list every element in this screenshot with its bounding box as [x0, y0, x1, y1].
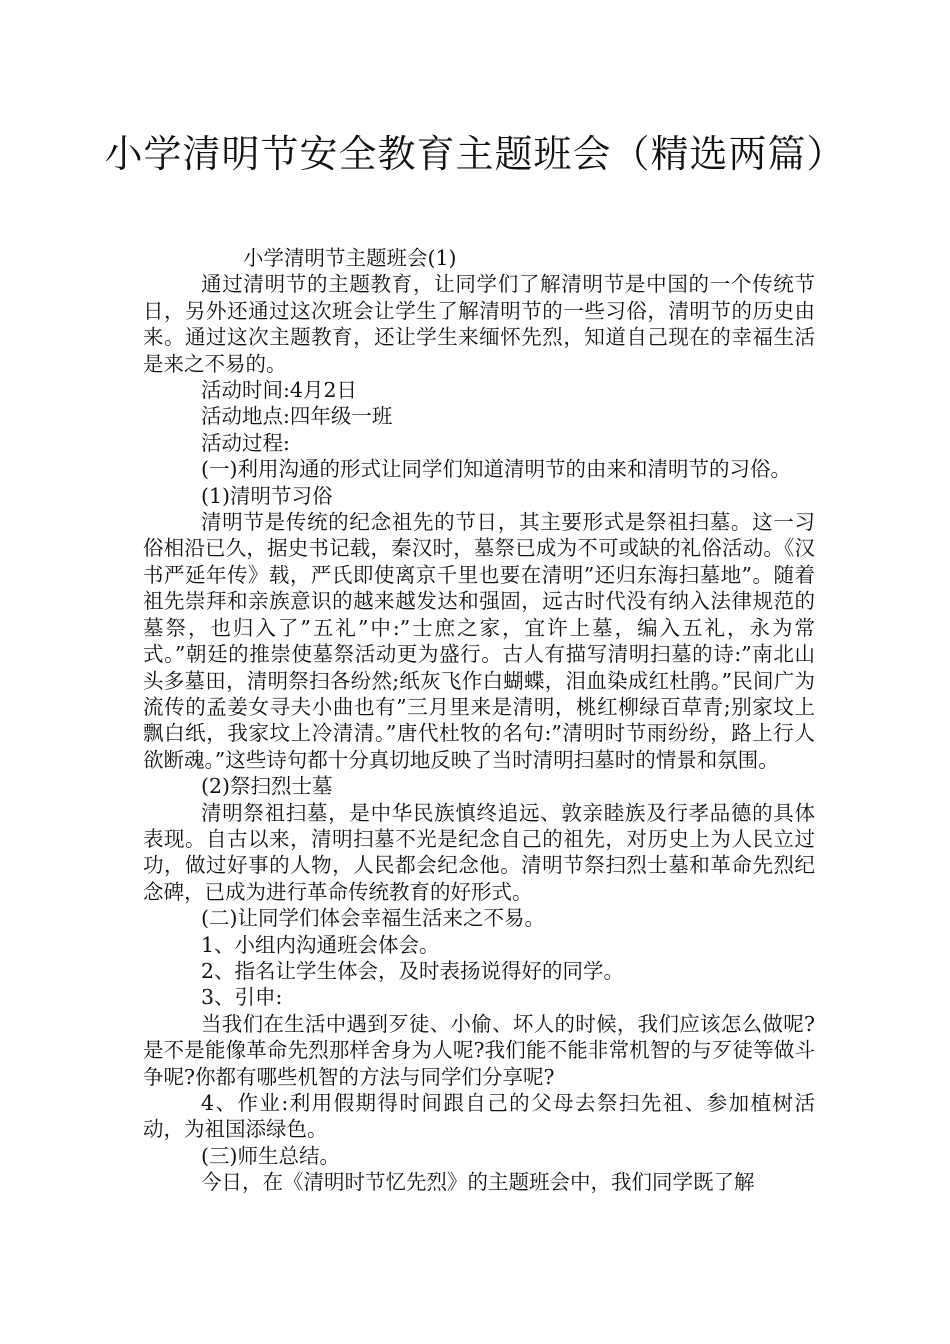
- part-three-heading: (三)师生总结。: [201, 1143, 340, 1168]
- list-item: 1、小组内沟通班会体会。: [201, 932, 440, 957]
- list-item: 2、指名让学生体会，及时表扬说得好的同学。: [201, 958, 625, 983]
- document-title: 小学清明节安全教育主题班会（精选两篇）: [104, 132, 846, 176]
- part-two-heading: (二)让同学们体会幸福生活来之不易。: [201, 906, 545, 931]
- activity-location: 活动地点:四年级一班: [201, 404, 393, 429]
- custom-paragraph: 清明节是传统的纪念祖先的节日，其主要形式是祭祖扫墓。这一习俗相沿已久，据史书记载，秦汉时，墓祭已成为不可或缺的礼俗活动。《汉书严延年传》载，严氏即使离京千里也要在清明”还归东海扫墓地”。随着祖先崇拜和亲族意识的越来越发达和强固，远古时代没有纳入法律规范的墓祭，也归入了”五礼”中:”士庶之家，宜许上墓，编入五礼，永为常式。”朝廷的推崇使墓祭活动更为盛行。古人有描写清明扫墓的诗:”南北山头多墓田，清明祭扫各纷然;纸灰飞作白蝴蝶，泪血染成红杜鹃。”民间广为流传的孟姜女寻夫小曲也有”三月里来是清明，桃红柳绿百草青;别家坟上飘白纸，我家坟上冷清清。”唐代杜牧的名句:”清明时节雨纷纷，路上行人欲断魂。”这些诗句都十分真切地反映了当时清明扫墓时的情景和氛围。: [143, 510, 815, 772]
- section-heading: 小学清明节主题班会(1): [243, 246, 457, 270]
- martyrs-heading: (2)祭扫烈士墓: [201, 774, 333, 799]
- extension-paragraph: 当我们在生活中遇到歹徒、小偷、坏人的时候，我们应该怎么做呢?是不是能像革命先烈那样舍身为人呢?我们能不能非常机智的与歹徒等做斗争呢?你都有哪些机智的方法与同学们分享呢?: [143, 1011, 815, 1089]
- activity-process: 活动过程:: [201, 430, 290, 455]
- summary-paragraph: 今日，在《清明时节忆先烈》的主题班会中，我们同学既了解: [201, 1170, 755, 1195]
- activity-time: 活动时间:4月2日: [201, 378, 357, 403]
- intro-paragraph: 通过清明节的主题教育，让同学们了解清明节是中国的一个传统节日，另外还通过这次班会让学生了解清明节的一些习俗，清明节的历史由来。通过这次主题教育，还让学生来缅怀先烈，知道自己现在的幸福生活是来之不易的。: [143, 272, 815, 376]
- custom-heading: (1)清明节习俗: [201, 483, 333, 508]
- document-body: [143, 245, 815, 1196]
- list-item: 3、引申:: [201, 985, 283, 1010]
- homework-paragraph: 4、作业:利用假期得时间跟自己的父母去祭扫先祖、参加植树活动，为祖国添绿色。: [143, 1091, 815, 1142]
- martyrs-paragraph: 清明祭祖扫墓，是中华民族慎终追远、敦亲睦族及行孝品德的具体表现。自古以来，清明扫墓不光是纪念自己的祖先，对历史上为人民立过功，做过好事的人物，人民都会纪念他。清明节祭扫烈士墓和革命先烈纪念碑，已成为进行革命传统教育的好形式。: [143, 800, 815, 904]
- part-one-heading: (一)利用沟通的形式让同学们知道清明节的由来和清明节的习俗。: [201, 457, 791, 482]
